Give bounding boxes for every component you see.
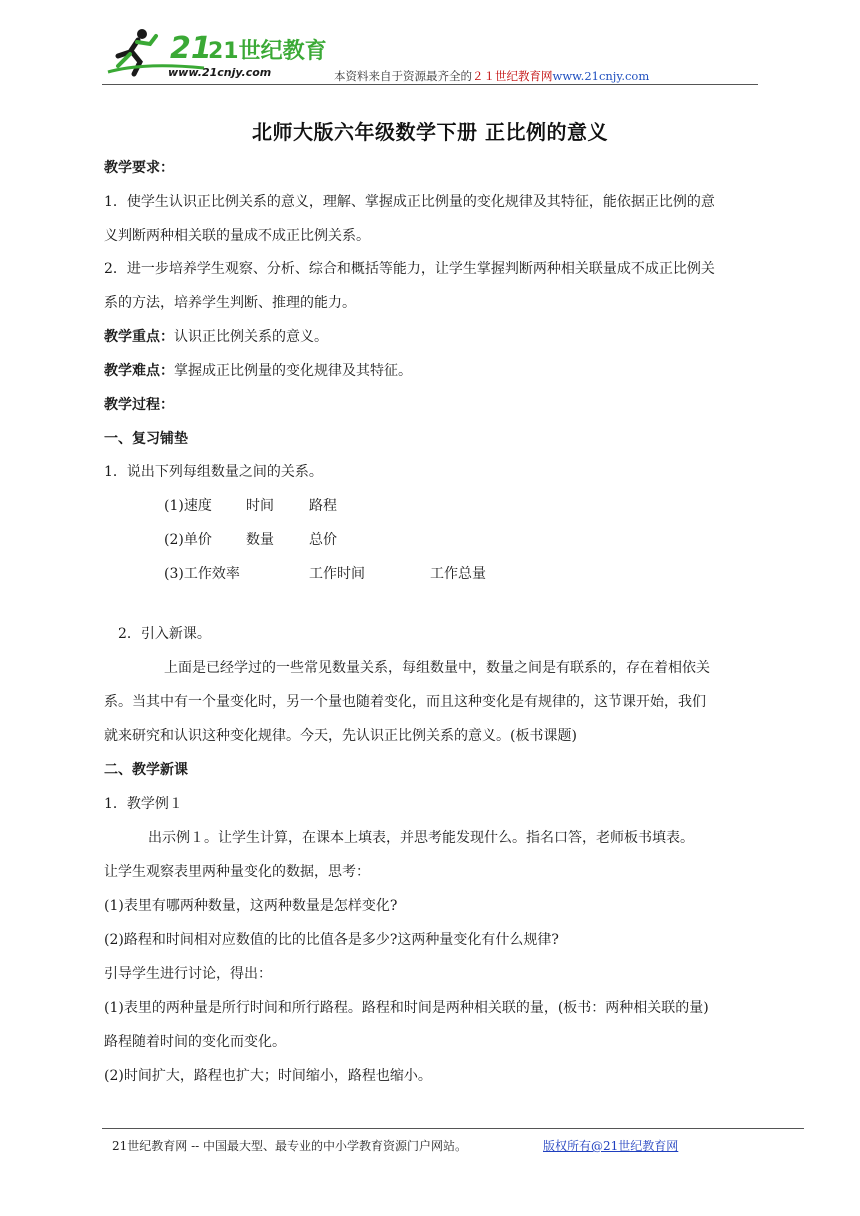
requirement-1-line-2: 义判断两种相关联的量成不成正比例关系。 bbox=[104, 228, 370, 244]
key-point bbox=[104, 327, 328, 347]
relation-row-3-col-1: (3)工作效率 bbox=[164, 566, 240, 582]
section-2-answer-1-line-1: (1)表里的两种量是所行时间和所行路程。路程和时间是两种相关联的量，(板书：两种相关联的量) bbox=[104, 1000, 709, 1016]
section-2-question-2: (2)路程和时间相对应数值的比的比值各是多少?这两种量变化有什么规律? bbox=[104, 932, 559, 948]
header-divider bbox=[102, 84, 758, 85]
section-2-line-1: 出示例１。让学生计算，在课本上填表，并思考能发现什么。指名口答，老师板书填表。 bbox=[148, 830, 694, 846]
section-2-answer-1-line-2: 路程随着时间的变化而变化。 bbox=[104, 1034, 286, 1050]
section-2-line-2: 让学生观察表里两种量变化的数据，思考： bbox=[104, 864, 370, 880]
difficulty-text: 掌握成正比例量的变化规律及其特征。 bbox=[174, 363, 412, 379]
difficulty-label: 教学难点： bbox=[104, 363, 174, 379]
relation-row-1-col-1: (1)速度 bbox=[164, 498, 212, 514]
section-1-para-line-3: 就来研究和认识这种变化规律。今天，先认识正比例关系的意义。(板书课题) bbox=[104, 728, 577, 744]
section-2-heading: 二、教学新课 bbox=[104, 762, 188, 778]
requirements-heading: 教学要求： bbox=[104, 160, 174, 176]
header-note-url[interactable]: www.21cnjy.com bbox=[552, 69, 650, 83]
header-note-prefix: 本资料来自于资源最齐全的 bbox=[334, 69, 472, 83]
footer-site-description: 21世纪教育网 -- 中国最大型、最专业的中小学教育资源门户网站。 bbox=[112, 1139, 468, 1153]
section-1-heading: 一、复习铺垫 bbox=[104, 431, 188, 447]
footer-copyright-link[interactable]: 版权所有@21世纪教育网 bbox=[543, 1139, 679, 1153]
header-note-site[interactable]: ２１世纪教育网 bbox=[472, 69, 553, 83]
relation-row-2-col-3: 总价 bbox=[309, 532, 337, 548]
site-logo bbox=[104, 22, 327, 82]
logo-text: 21世纪教育 bbox=[208, 39, 327, 64]
footer-divider bbox=[102, 1128, 804, 1129]
section-1-item-2: 2．引入新课。 bbox=[118, 626, 211, 642]
requirement-2-line-1: 2．进一步培养学生观察、分析、综合和概括等能力，让学生掌握判断两种相关联量成不成正比例关 bbox=[104, 261, 715, 277]
relation-row-1-col-2: 时间 bbox=[246, 498, 274, 514]
requirement-2-line-2: 系的方法，培养学生判断、推理的能力。 bbox=[104, 295, 356, 311]
logo-url: www.21cnjy.com bbox=[168, 66, 272, 79]
section-2-line-3: 引导学生进行讨论，得出： bbox=[104, 966, 272, 982]
key-point-text: 认识正比例关系的意义。 bbox=[174, 329, 328, 345]
document-title: 北师大版六年级数学下册 正比例的意义 bbox=[252, 120, 608, 144]
key-point-label: 教学重点： bbox=[104, 329, 174, 345]
requirement-1-line-1: 1．使学生认识正比例关系的意义，理解、掌握成正比例量的变化规律及其特征，能依据正比例的意 bbox=[104, 194, 715, 210]
relation-row-2-col-1: (2)单价 bbox=[164, 532, 212, 548]
relation-row-3-col-3: 工作总量 bbox=[430, 566, 486, 582]
process-heading: 教学过程： bbox=[104, 397, 174, 413]
difficulty bbox=[104, 361, 412, 381]
header-source-note bbox=[334, 68, 649, 84]
section-1-item-1: 1．说出下列每组数量之间的关系。 bbox=[104, 464, 323, 480]
relation-row-2-col-2: 数量 bbox=[246, 532, 274, 548]
relation-row-1-col-3: 路程 bbox=[309, 498, 337, 514]
section-2-question-1: (1)表里有哪两种数量，这两种数量是怎样变化? bbox=[104, 898, 398, 914]
section-1-para-line-1: 上面是已经学过的一些常见数量关系，每组数量中，数量之间是有联系的，存在着相依关 bbox=[164, 660, 710, 676]
logo-number: 21 bbox=[170, 31, 212, 66]
relation-row-3-col-2: 工作时间 bbox=[309, 566, 365, 582]
section-2-item-1: 1．教学例１ bbox=[104, 796, 183, 812]
section-2-answer-2: (2)时间扩大，路程也扩大；时间缩小，路程也缩小。 bbox=[104, 1068, 432, 1084]
section-1-para-line-2: 系。当其中有一个量变化时，另一个量也随着变化，而且这种变化是有规律的，这节课开始，我们 bbox=[104, 694, 706, 710]
